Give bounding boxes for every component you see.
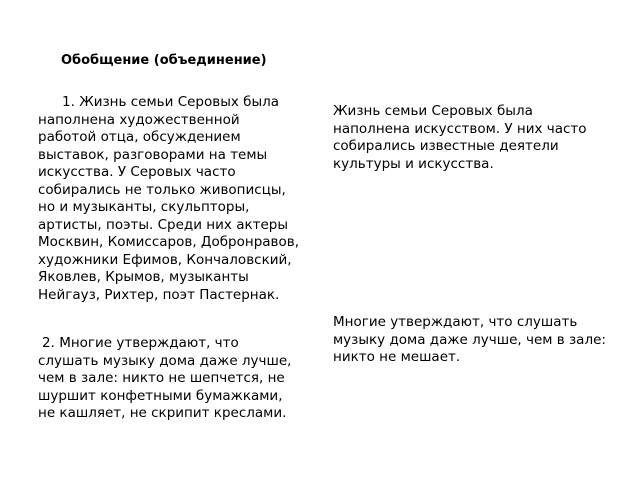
original-paragraph-2: [38, 335, 302, 423]
summary-1-text: Жизнь семьи Серовых была наполнена искусством. У них часто собирались известные деятели культуры и искусства.: [333, 103, 587, 172]
summary-paragraph-1: [333, 103, 613, 173]
paragraph-2-number: 2.: [42, 335, 55, 351]
summary-2-text: Многие утверждают, что слушать музыку дома даже лучше, чем в зале: никто не мешает.: [333, 314, 606, 365]
summary-paragraph-2: [333, 314, 613, 367]
paragraph-1-text: Жизнь семьи Серовых была наполнена художественной работой отца, обсуждением выставок, разговорами на темы искусства. У Серовых часто собирались не только живописцы, но и музыканты, скульпторы, артисты, поэты. Среди них актеры Москвин, Комиссаров, Добронравов, художники Ефимов, Кончаловский, Яковлев, Крымов, музыканты Нейгауз, Рихтер, поэт Пастернак.: [38, 94, 300, 303]
slide-heading: Обобщение (объединение): [61, 53, 267, 68]
paragraph-2-text: Многие утверждают, что слушать музыку дома даже лучше, чем в зале: никто не шепчется, не шуршит конфетными бумажками, не кашляет, не скрипит креслами.: [38, 335, 292, 421]
paragraph-1-number: 1.: [62, 94, 75, 110]
original-paragraph-1: [38, 94, 302, 304]
